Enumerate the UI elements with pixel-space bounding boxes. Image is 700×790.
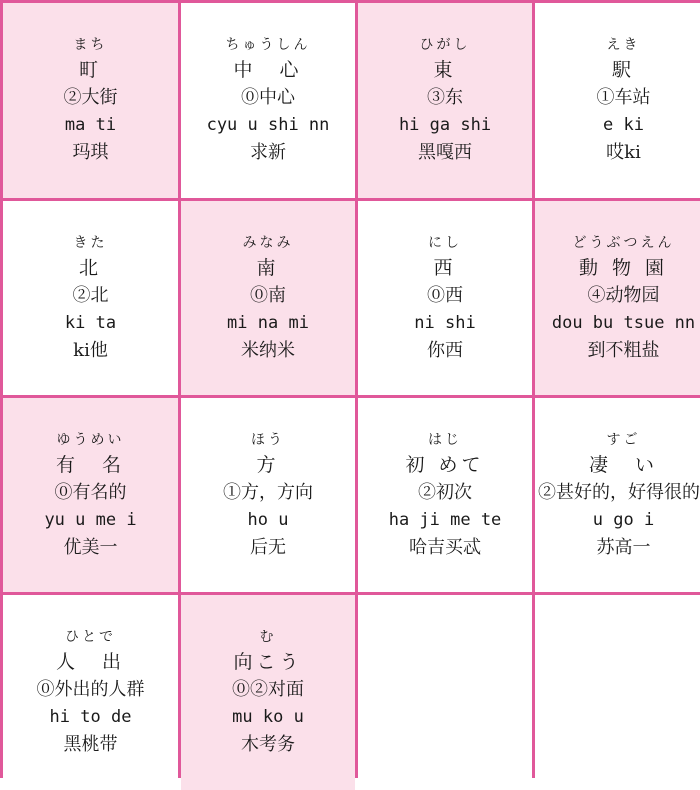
romaji: mu ko u (232, 707, 304, 727)
vocab-card-sugoi (535, 398, 700, 592)
japanese-word: 方 (256, 453, 280, 476)
chinese-homophone: 玛琪 (72, 142, 109, 163)
japanese-word: 動 物 園 (578, 256, 669, 279)
kana-reading: はじ (428, 431, 462, 448)
chinese-meaning: ②初次 (418, 481, 472, 503)
vocab-card-hou (181, 398, 355, 592)
chinese-meaning: ①方，方向 (223, 481, 313, 503)
vocab-card-mukou (181, 595, 355, 790)
romaji: ha ji me te (388, 509, 502, 530)
vocab-card-hitode (3, 595, 178, 790)
chinese-meaning: ⓪外出的人群 (36, 679, 145, 700)
japanese-word: 北 (78, 256, 102, 279)
japanese-word: 人 出 (55, 651, 125, 673)
romaji: u go i (592, 509, 655, 530)
chinese-homophone: 你西 (427, 339, 463, 361)
chinese-meaning: ⓪西 (427, 284, 463, 306)
vocab-card-eki (535, 3, 700, 198)
kana-reading: ゆうめい (56, 431, 125, 448)
romaji: cyu u shi nn (206, 115, 330, 135)
chinese-meaning: ②甚好的，好得很的 (538, 481, 700, 503)
japanese-word: 駅 (611, 59, 635, 81)
chinese-meaning: ⓪南 (250, 284, 286, 306)
japanese-word: 有 名 (55, 453, 125, 476)
kana-reading: みなみ (242, 234, 294, 251)
empty-cell (358, 595, 532, 790)
chinese-meaning: ②大街 (63, 87, 118, 108)
japanese-word: 向こう (233, 651, 303, 673)
vocab-card-hajimete (358, 398, 532, 592)
romaji: hi to de (49, 707, 132, 727)
chinese-homophone: 后无 (250, 536, 286, 558)
japanese-word: 町 (78, 59, 102, 81)
chinese-homophone: 黑桃带 (63, 734, 118, 755)
japanese-word: 西 (433, 256, 457, 279)
romaji: yu u me i (44, 509, 137, 530)
kana-reading: ひとで (65, 629, 116, 645)
japanese-word: 南 (256, 256, 280, 279)
japanese-word: 中 心 (233, 59, 303, 81)
chinese-homophone: ki他 (73, 339, 108, 361)
romaji: ho u (247, 509, 289, 530)
kana-reading: まち (73, 37, 108, 53)
vocab-card-chuushin (181, 3, 355, 198)
empty-cell (535, 595, 700, 790)
chinese-meaning: ①车站 (596, 87, 651, 108)
japanese-word: 東 (433, 59, 457, 81)
romaji: ni shi (414, 312, 476, 333)
vocab-card-minami (181, 201, 355, 395)
chinese-meaning: ④动物园 (587, 284, 660, 306)
japanese-word: 凄 い (588, 453, 658, 476)
chinese-meaning: ③东 (427, 87, 463, 108)
romaji: hi ga shi (398, 115, 492, 135)
kana-reading: きた (73, 234, 108, 251)
vocab-card-kita (3, 201, 178, 395)
chinese-meaning: ⓪②对面 (232, 679, 304, 700)
romaji: ma ti (64, 115, 117, 135)
romaji: mi na mi (227, 312, 309, 333)
vocab-card-machi (3, 3, 178, 198)
kana-reading: にし (428, 234, 462, 251)
chinese-homophone: 哎ki (606, 142, 641, 163)
vocab-card-yuumei (3, 398, 178, 592)
kana-reading: ちゅうしん (225, 37, 311, 53)
chinese-meaning: ⓪中心 (241, 87, 295, 108)
chinese-homophone: 优美一 (63, 536, 118, 558)
romaji: ki ta (64, 312, 117, 333)
chinese-meaning: ②北 (72, 284, 109, 306)
romaji: e ki (603, 115, 644, 135)
kana-reading: どうぶつえん (572, 234, 675, 251)
kana-reading: ほう (251, 431, 285, 448)
chinese-homophone: 黑嘎西 (418, 142, 472, 163)
kana-reading: む (259, 629, 277, 645)
kana-reading: えき (606, 37, 641, 53)
vocab-card-nishi (358, 201, 532, 395)
chinese-homophone: 木考务 (241, 734, 295, 755)
vocab-card-doubutsuen (535, 201, 700, 395)
chinese-homophone: 求新 (250, 142, 286, 163)
kana-reading: すご (606, 431, 641, 448)
chinese-homophone: 苏高一 (596, 536, 651, 558)
chinese-homophone: 哈吉买忒 (409, 536, 481, 558)
japanese-word: 初 めて (405, 453, 485, 476)
romaji: dou bu tsue nn (551, 312, 696, 333)
chinese-homophone: 米纳米 (241, 339, 295, 361)
chinese-meaning: ⓪有名的 (54, 481, 127, 503)
kana-reading: ひがし (419, 37, 471, 53)
vocab-card-higashi (358, 3, 532, 198)
chinese-homophone: 到不粗盐 (587, 339, 660, 361)
